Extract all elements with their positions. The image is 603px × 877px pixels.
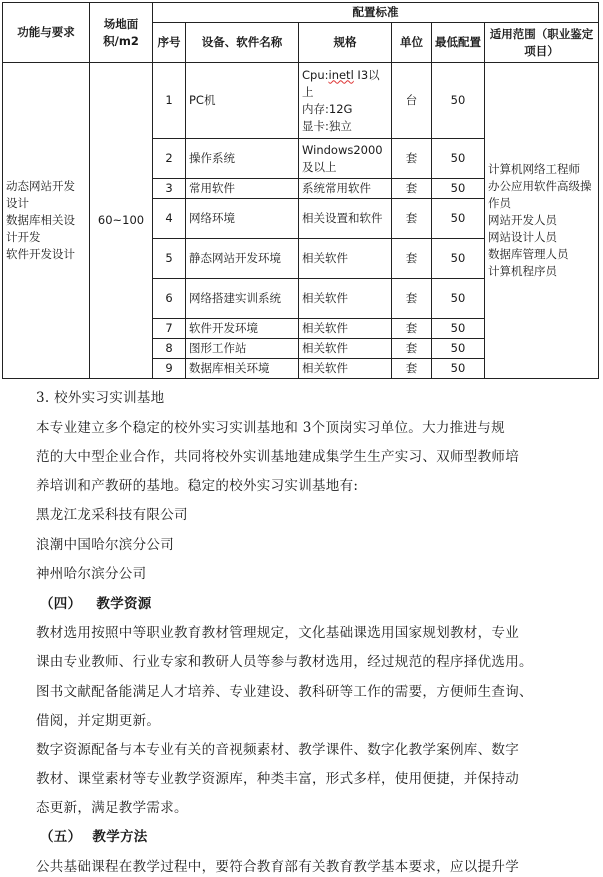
row-min: 50 (432, 339, 485, 359)
row-seq: 4 (153, 199, 186, 239)
row-min: 50 (432, 319, 485, 339)
row-unit: 套 (392, 199, 432, 239)
para1-line2: 范的大中型企业合作，共同将校外实训基地建成集学生生产实习、双师型教师培 (36, 449, 519, 465)
row-seq: 3 (153, 179, 186, 199)
company-2: 浪潮中国哈尔滨分公司 (36, 537, 174, 553)
row-unit: 台 (392, 63, 432, 139)
row-min: 50 (432, 63, 485, 139)
header-function: 功能与要求 (3, 3, 90, 63)
row-spec: 系统常用软件 (299, 179, 392, 199)
row-unit: 套 (392, 239, 432, 279)
scope-cell: 计算机网络工程师 办公应用软件高级操作员 网站开发人员 网站设计人员 数据库管理人员 计算机程序员 (485, 63, 599, 379)
area-cell: 60~100 (90, 63, 153, 379)
row-unit: 套 (392, 279, 432, 319)
para2-line3: 图书文献配备能满足人才培养、专业建设、教科研等工作的需要，方便师生查询、 (36, 684, 533, 700)
row-name: 静态网站开发环境 (186, 239, 299, 279)
row-min: 50 (432, 359, 485, 379)
config-table (2, 2, 599, 379)
row-name: PC机 (186, 63, 299, 139)
header-device: 设备、软件名称 (186, 23, 299, 63)
row-spec: 相关软件 (299, 239, 392, 279)
function-cell: 动态网站开发设计 数据库相关设计开发 软件开发设计 (3, 63, 90, 379)
section4-title: 教学资源 (96, 596, 152, 612)
row-unit: 套 (392, 359, 432, 379)
row-spec: 相关软件 (299, 279, 392, 319)
row-seq: 5 (153, 239, 186, 279)
row-unit: 套 (392, 179, 432, 199)
row-seq: 1 (153, 63, 186, 139)
row-spec: 相关软件 (299, 359, 392, 379)
row-spec: 相关软件 (299, 339, 392, 359)
heading-offcampus: 3. 校外实习实训基地 (36, 390, 165, 406)
para2-line4: 借阅，并定期更新。 (36, 713, 161, 729)
row-min: 50 (432, 139, 485, 179)
header-min: 最低配置 (432, 23, 485, 63)
row-name: 软件开发环境 (186, 319, 299, 339)
row-name: 网络搭建实训系统 (186, 279, 299, 319)
row-min: 50 (432, 179, 485, 199)
row-name: 网络环境 (186, 199, 299, 239)
para1-line1: 本专业建立多个稳定的校外实习实训基地和 3个顶岗实习单位。大力推进与规 (36, 420, 505, 436)
row-unit: 套 (392, 319, 432, 339)
row-spec: Windows2000及以上 (299, 139, 392, 179)
row-unit: 套 (392, 139, 432, 179)
company-3: 神州哈尔滨分公司 (36, 566, 147, 582)
section5-title: 教学方法 (92, 829, 148, 845)
para4-line1: 公共基础课程在教学过程中，要符合教育部有关教育教学基本要求，应以提升学 (36, 859, 519, 875)
para1-line3: 养培训和产教研的基地。稳定的校外实习实训基地有: (36, 478, 359, 494)
row-unit: 套 (392, 339, 432, 359)
section5-num: （五） (40, 829, 82, 845)
para3-line1: 数字资源配备与本专业有关的音视频素材、教学课件、数字化教学案例库、数字 (36, 742, 519, 758)
para2-line2: 课由专业教师、行业专家和教研人员等参与教材选用，经过规范的程序择优选用。 (36, 654, 533, 670)
section4-heading (40, 592, 152, 612)
row-seq: 2 (153, 139, 186, 179)
row-name: 图形工作站 (186, 339, 299, 359)
row-name: 常用软件 (186, 179, 299, 199)
row-min: 50 (432, 239, 485, 279)
row-seq: 7 (153, 319, 186, 339)
row-spec: Cpu:inetl I3以上 内存:12G 显卡:独立 (299, 63, 392, 139)
section4-num: （四） (40, 596, 82, 612)
row-min: 50 (432, 279, 485, 319)
row-spec: 相关软件 (299, 319, 392, 339)
company-1: 黑龙江龙采科技有限公司 (36, 507, 188, 523)
header-area: 场地面积/m2 (90, 3, 153, 63)
header-seq: 序号 (153, 23, 186, 63)
header-unit: 单位 (392, 23, 432, 63)
row-name: 操作系统 (186, 139, 299, 179)
header-config: 配置标准 (153, 3, 599, 23)
para2-line1: 教材选用按照中等职业教育教材管理规定，文化基础课选用国家规划教材，专业 (36, 625, 519, 641)
header-scope: 适用范围（职业鉴定项目） (485, 23, 599, 63)
header-spec: 规格 (299, 23, 392, 63)
row-name: 数据库相关环境 (186, 359, 299, 379)
para3-line3: 态更新，满足教学需求。 (36, 800, 188, 816)
para3-line2: 教材、课堂素材等专业教学资源库，种类丰富，形式多样，使用便捷，并保持动 (36, 771, 519, 787)
row-seq: 9 (153, 359, 186, 379)
row-spec: 相关设置和软件 (299, 199, 392, 239)
section5-heading (40, 825, 148, 845)
row-min: 50 (432, 199, 485, 239)
row-seq: 8 (153, 339, 186, 359)
row-seq: 6 (153, 279, 186, 319)
